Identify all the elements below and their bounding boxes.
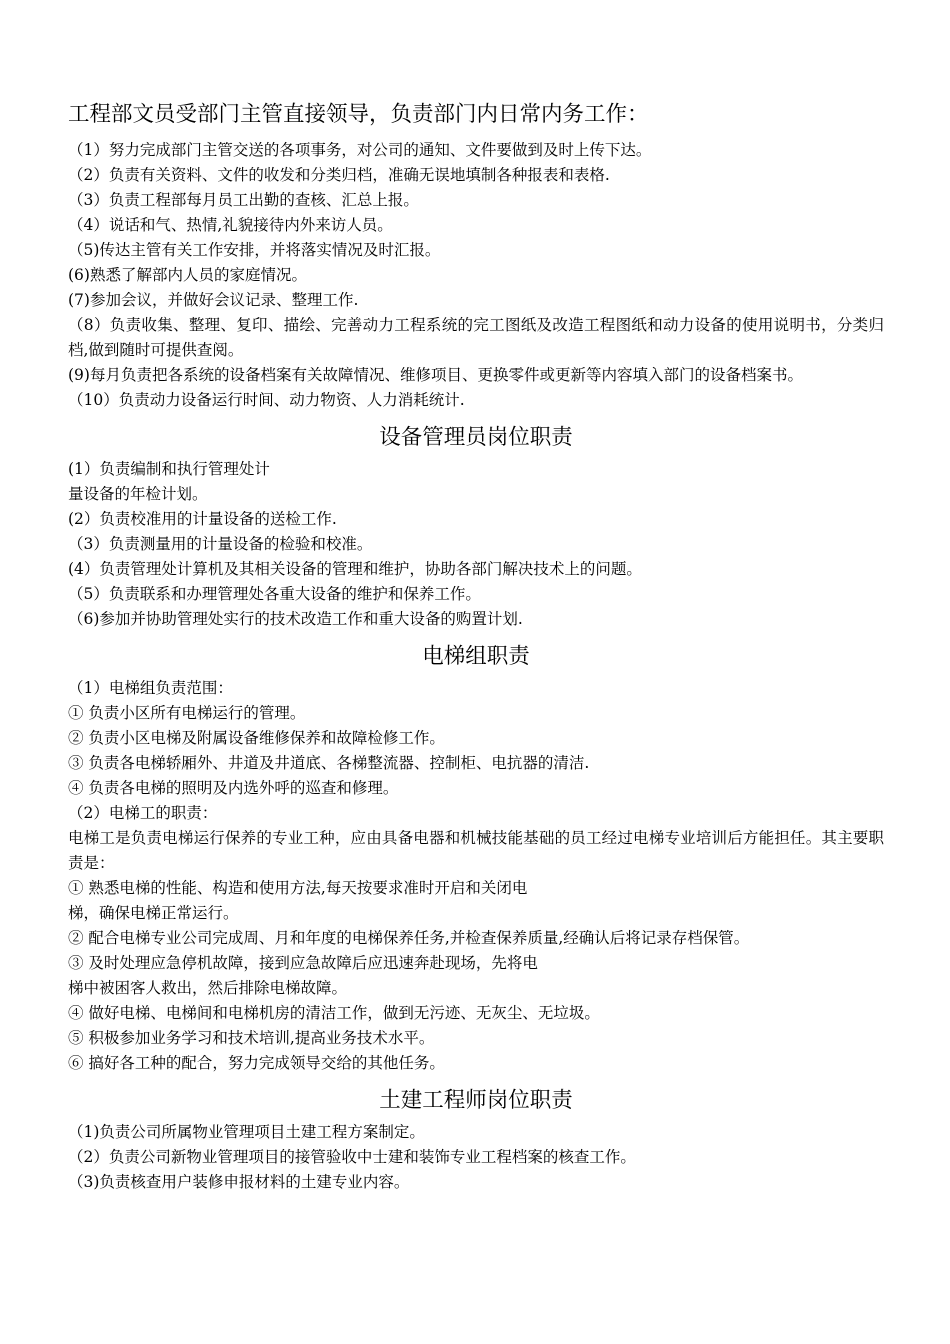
section-heading-elevator-group: 电梯组职责 <box>422 644 530 669</box>
duty-line: (7)参加会议，并做好会议记录、整理工作. <box>68 291 359 309</box>
duty-line: （2）负责公司新物业管理项目的接管验收中士建和装饰专业工程档案的核查工作。 <box>68 1148 636 1166</box>
duty-line: （1）努力完成部门主管交送的各项事务，对公司的通知、文件要做到及时上传下达。 <box>68 141 652 159</box>
duty-line: (6)熟悉了解部内人员的家庭情况。 <box>68 266 307 284</box>
duty-paragraph: 电梯工是负责电梯运行保养的专业工种，应由具备电器和机械技能基础的员工经过电梯专业培训后方能担任。其主要职责是： <box>68 829 884 872</box>
duty-line: （5）负责联系和办理管理处各重大设备的维护和保养工作。 <box>68 585 481 603</box>
duty-line: (1）负责编制和执行管理处计 <box>68 460 270 478</box>
section-clerk-duties <box>68 100 884 413</box>
duty-line: 量设备的年检计划。 <box>68 485 208 503</box>
document-body <box>68 100 884 1195</box>
section-heading-clerk: 工程部文员受部门主管直接领导，负责部门内日常内务工作： <box>68 102 649 127</box>
section-civil-engineer <box>68 1086 884 1195</box>
duty-line: （10）负责动力设备运行时间、动力物资、人力消耗统计. <box>68 391 465 409</box>
duty-line: （1）电梯组负责范围： <box>68 679 233 697</box>
duty-line: （6)参加并协助管理处实行的技术改造工作和重大设备的购置计划. <box>68 610 523 628</box>
duty-line: （2）负责有关资料、文件的收发和分类归档，准确无误地填制各种报表和表格. <box>68 166 610 184</box>
duty-line: ③ 及时处理应急停机故障，接到应急故障后应迅速奔赴现场，先将电 <box>68 954 538 972</box>
duty-line: （3）负责工程部每月员工出勤的查核、汇总上报。 <box>68 191 419 209</box>
duty-line: 梯，确保电梯正常运行。 <box>68 904 239 922</box>
duty-line: （5)传达主管有关工作安排，并将落实情况及时汇报。 <box>68 241 441 259</box>
duty-line: （3)负责核查用户装修申报材料的土建专业内容。 <box>68 1173 410 1191</box>
duty-line: ④ 做好电梯、电梯间和电梯机房的清洁工作，做到无污迹、无灰尘、无垃圾。 <box>68 1004 600 1022</box>
duty-line: 梯中被困客人救出，然后排除电梯故障。 <box>68 979 348 997</box>
duty-line: （3）负责测量用的计量设备的检验和校准。 <box>68 535 373 553</box>
duty-line: （1)负责公司所属物业管理项目土建工程方案制定。 <box>68 1123 425 1141</box>
duty-paragraph: (9)每月负责把各系统的设备档案有关故障情况、维修项目、更换零件或更新等内容填入部门的设备档案书。 <box>68 366 803 384</box>
duty-line: （2）电梯工的职责： <box>68 804 218 822</box>
duty-line: ② 负责小区电梯及附属设备维修保养和故障检修工作。 <box>68 729 445 747</box>
duty-line: ① 熟悉电梯的性能、构造和使用方法,每天按要求准时开启和关闭电 <box>68 879 528 897</box>
duty-line: ④ 负责各电梯的照明及内选外呼的巡查和修理。 <box>68 779 399 797</box>
section-equipment-manager <box>68 423 884 632</box>
section-heading-equipment-manager: 设备管理员岗位职责 <box>379 425 573 450</box>
duty-line: (2）负责校准用的计量设备的送检工作. <box>68 510 337 528</box>
duty-line: (4）负责管理处计算机及其相关设备的管理和维护，协助各部门解决技术上的问题。 <box>68 560 642 578</box>
section-elevator-group <box>68 642 884 1076</box>
duty-line: （4）说话和气、热情,礼貌接待内外来访人员。 <box>68 216 393 234</box>
duty-line: ③ 负责各电梯轿厢外、井道及井道底、各梯整流器、控制柜、电抗器的清洁. <box>68 754 590 772</box>
section-heading-civil-engineer: 土建工程师岗位职责 <box>379 1088 573 1113</box>
duty-line: ⑥ 搞好各工种的配合，努力完成领导交给的其他任务。 <box>68 1054 445 1072</box>
duty-line: ⑤ 积极参加业务学习和技术培训,提高业务技术水平。 <box>68 1029 435 1047</box>
duty-line: ① 负责小区所有电梯运行的管理。 <box>68 704 306 722</box>
duty-paragraph: ② 配合电梯专业公司完成周、月和年度的电梯保养任务,并检查保养质量,经确认后将记录存档保管。 <box>68 929 750 947</box>
duty-paragraph: （8）负责收集、整理、复印、描绘、完善动力工程系统的完工图纸及改造工程图纸和动力设备的使用说明书，分类归档,做到随时可提供查阅。 <box>68 316 884 359</box>
